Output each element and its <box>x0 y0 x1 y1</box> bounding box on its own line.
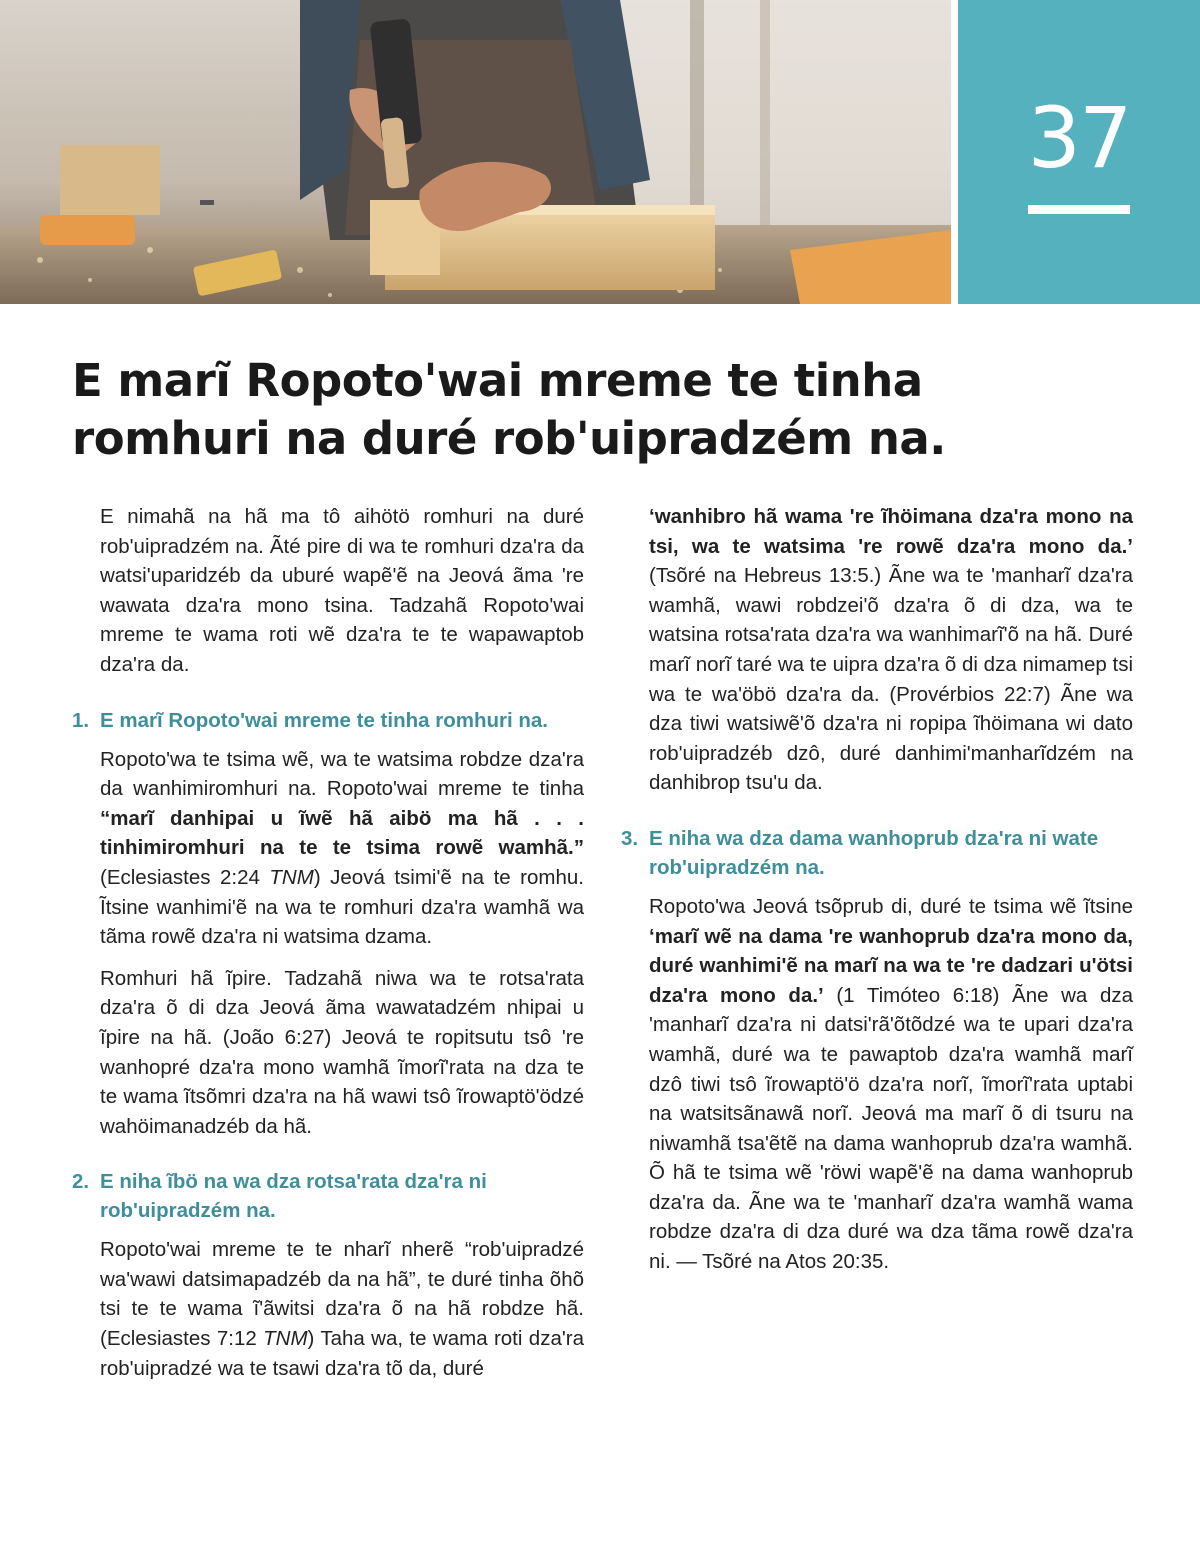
bold-quote: ‘marĩ wẽ na dama 're wanhoprub dza'ra mono da, duré wanhimi'ẽ na marĩ na wa te 're dadzari u'ötsi dza'ra mono da.’ <box>649 924 1133 1007</box>
text-run: ) Taha wa, te wama roti dza'ra rob'uipradzé wa te tsawi dza'ra tõ da, duré <box>100 1327 584 1380</box>
section-1-heading-text: E marĩ Ropoto'wai mreme te tinha romhuri na. <box>100 708 548 732</box>
lesson-number-tab <box>958 0 1200 304</box>
bold-quote: ‘wanhibro hã wama 're ĩhöimana dza'ra mono na tsi, wa te watsima 're rowẽ dza'ra mono da.’ <box>649 505 1133 558</box>
text-run: (1 Timóteo 6:18) Ãne wa dza 'manharĩ dza'ra ni datsi'rã'õtõdzé wa te upari dza'ra wamhã, duré wa te pawaptob dza'ra wamhã marĩ dzô tiwi tsô ĩrowaptö'ö dza'ra norĩ, ĩmorĩ'rata uptabi na watsitsãnawã norĩ. Jeová ma marĩ õ di tsuru na niwamhã tsa'ẽtẽ na dama wanhoprub dza'ra wamhã. Õ hã te tsima wẽ 'röwi wapẽ'ẽ na dama wanhoprub dza'ra da. Ãne wa te 'manharĩ dza'ra wamhã wama robdze dza'ra di dza duré wa dza tãma rowẽ dza'ra ni. — Tsõré na Atos 20:35. <box>649 983 1133 1274</box>
section-3-heading <box>621 824 1133 882</box>
text-run: Ropoto'wa te tsima wẽ, wa te watsima robdze dza'ra da wanhimiromhuri na. Ropoto'wai mreme te tinha <box>100 747 584 801</box>
bold-quote: “marĩ danhipai u ĩwẽ hã aibö ma hã . . . tinhimiromhuri na te te tsima rowẽ wamhã.” <box>100 806 584 860</box>
text-run: (Tsõré na Hebreus 13:5.) Ãne wa te 'manharĩ dza'ra wamhã, wawi robdzei'õ dza'ra õ di dza, wa te watsina rotsa'rata dza'ra wa wanhimarĩ'õ na hã. Duré marĩ norĩ taré wa te uipra dza'ra õ di dza nimamep tsi wa te wa'öbö dza'ra da. (Provérbios 22:7) Ãne wa dza tiwi watsiwẽ'õ dza'ra ni ropipa ĩhöimana wi dato rob'uipradzéb dzô, duré danhimi'manharĩdzém na danhibrop tsu'u da. <box>649 564 1133 795</box>
text-run: Ropoto'wai mreme te te nharĩ nherẽ “rob'uipradzé wa'wawi datsimapadzéb da na hã”, te duré tinha õhõ tsi te te wama ĩ'ãwitsi dza'ra õ na hã robdze hã. (Eclesiastes 7:12 <box>100 1238 584 1351</box>
section-3-paragraph-1 <box>649 892 1133 1277</box>
section-2-heading-text: E niha ĩbö na wa dza rotsa'rata dza'ra ni rob'uipradzém na. <box>100 1170 487 1223</box>
text-run: ) Jeová tsimi'ẽ na te romhu. Ĩtsine wanhimi'ẽ na wa te romhuri dza'ra wamhã wa tãma rowẽ dza'ra ni watsima dzama. <box>100 865 584 949</box>
header-photo <box>0 0 951 304</box>
section-3-number: 3. <box>621 826 639 850</box>
translation-abbrev: TNM <box>263 1327 308 1351</box>
text-run: Ropoto'wa Jeová tsõprub di, duré te tsima wẽ ĩtsine <box>649 894 1133 918</box>
section-1-paragraph-2: Romhuri hã ĩpire. Tadzahã niwa wa te rotsa'rata dza'ra õ di dza Jeová ãma wawatadzém nhipai u ĩpire na hã. (João 6:27) Jeová te ropitsutu tsô 're wanhopré dza'ra mono wamhã ĩmorĩ'rata na dza te te wama ĩtsõmri dza'ra na hã wawi tsô ĩrowaptö'ödzé wahöimanadzéb da hã. <box>100 966 584 1138</box>
section-2-paragraph-1-continued <box>649 502 1133 798</box>
section-1-number: 1. <box>72 708 90 732</box>
section-1-heading <box>72 706 584 735</box>
translation-abbrev: TNM <box>269 865 314 889</box>
page-title: E marĩ Ropoto'wai mreme te tinha romhuri na duré rob'uipradzém na. <box>72 354 946 465</box>
section-3-heading-text: E niha wa dza dama wanhoprub dza'ra ni wate rob'uipradzém na. <box>649 826 1099 879</box>
section-2-paragraph-1 <box>100 1235 584 1383</box>
section-1-paragraph-1 <box>100 745 584 952</box>
intro-paragraph: E nimahã na hã ma tô aihötö romhuri na duré rob'uipradzém na. Ãté pire di wa te romhuri dza'ra da watsi'uparidzéb da uburé wapẽ'ẽ na Jeová ãma 're wawata dza'ra mono tsina. Tadzahã Ropoto'wai mreme te wama roti wẽ dza'ra te te wapawaptob dza'ra da. <box>100 505 584 676</box>
section-2-heading <box>72 1167 584 1225</box>
text-run: (Eclesiastes 2:24 <box>100 865 270 889</box>
right-column <box>621 502 1133 1289</box>
left-column <box>72 502 584 1395</box>
lesson-number: 37 <box>1027 89 1131 187</box>
lesson-number-underline <box>1028 205 1130 214</box>
carpenter-photo <box>0 0 951 304</box>
section-2-number: 2. <box>72 1170 90 1194</box>
